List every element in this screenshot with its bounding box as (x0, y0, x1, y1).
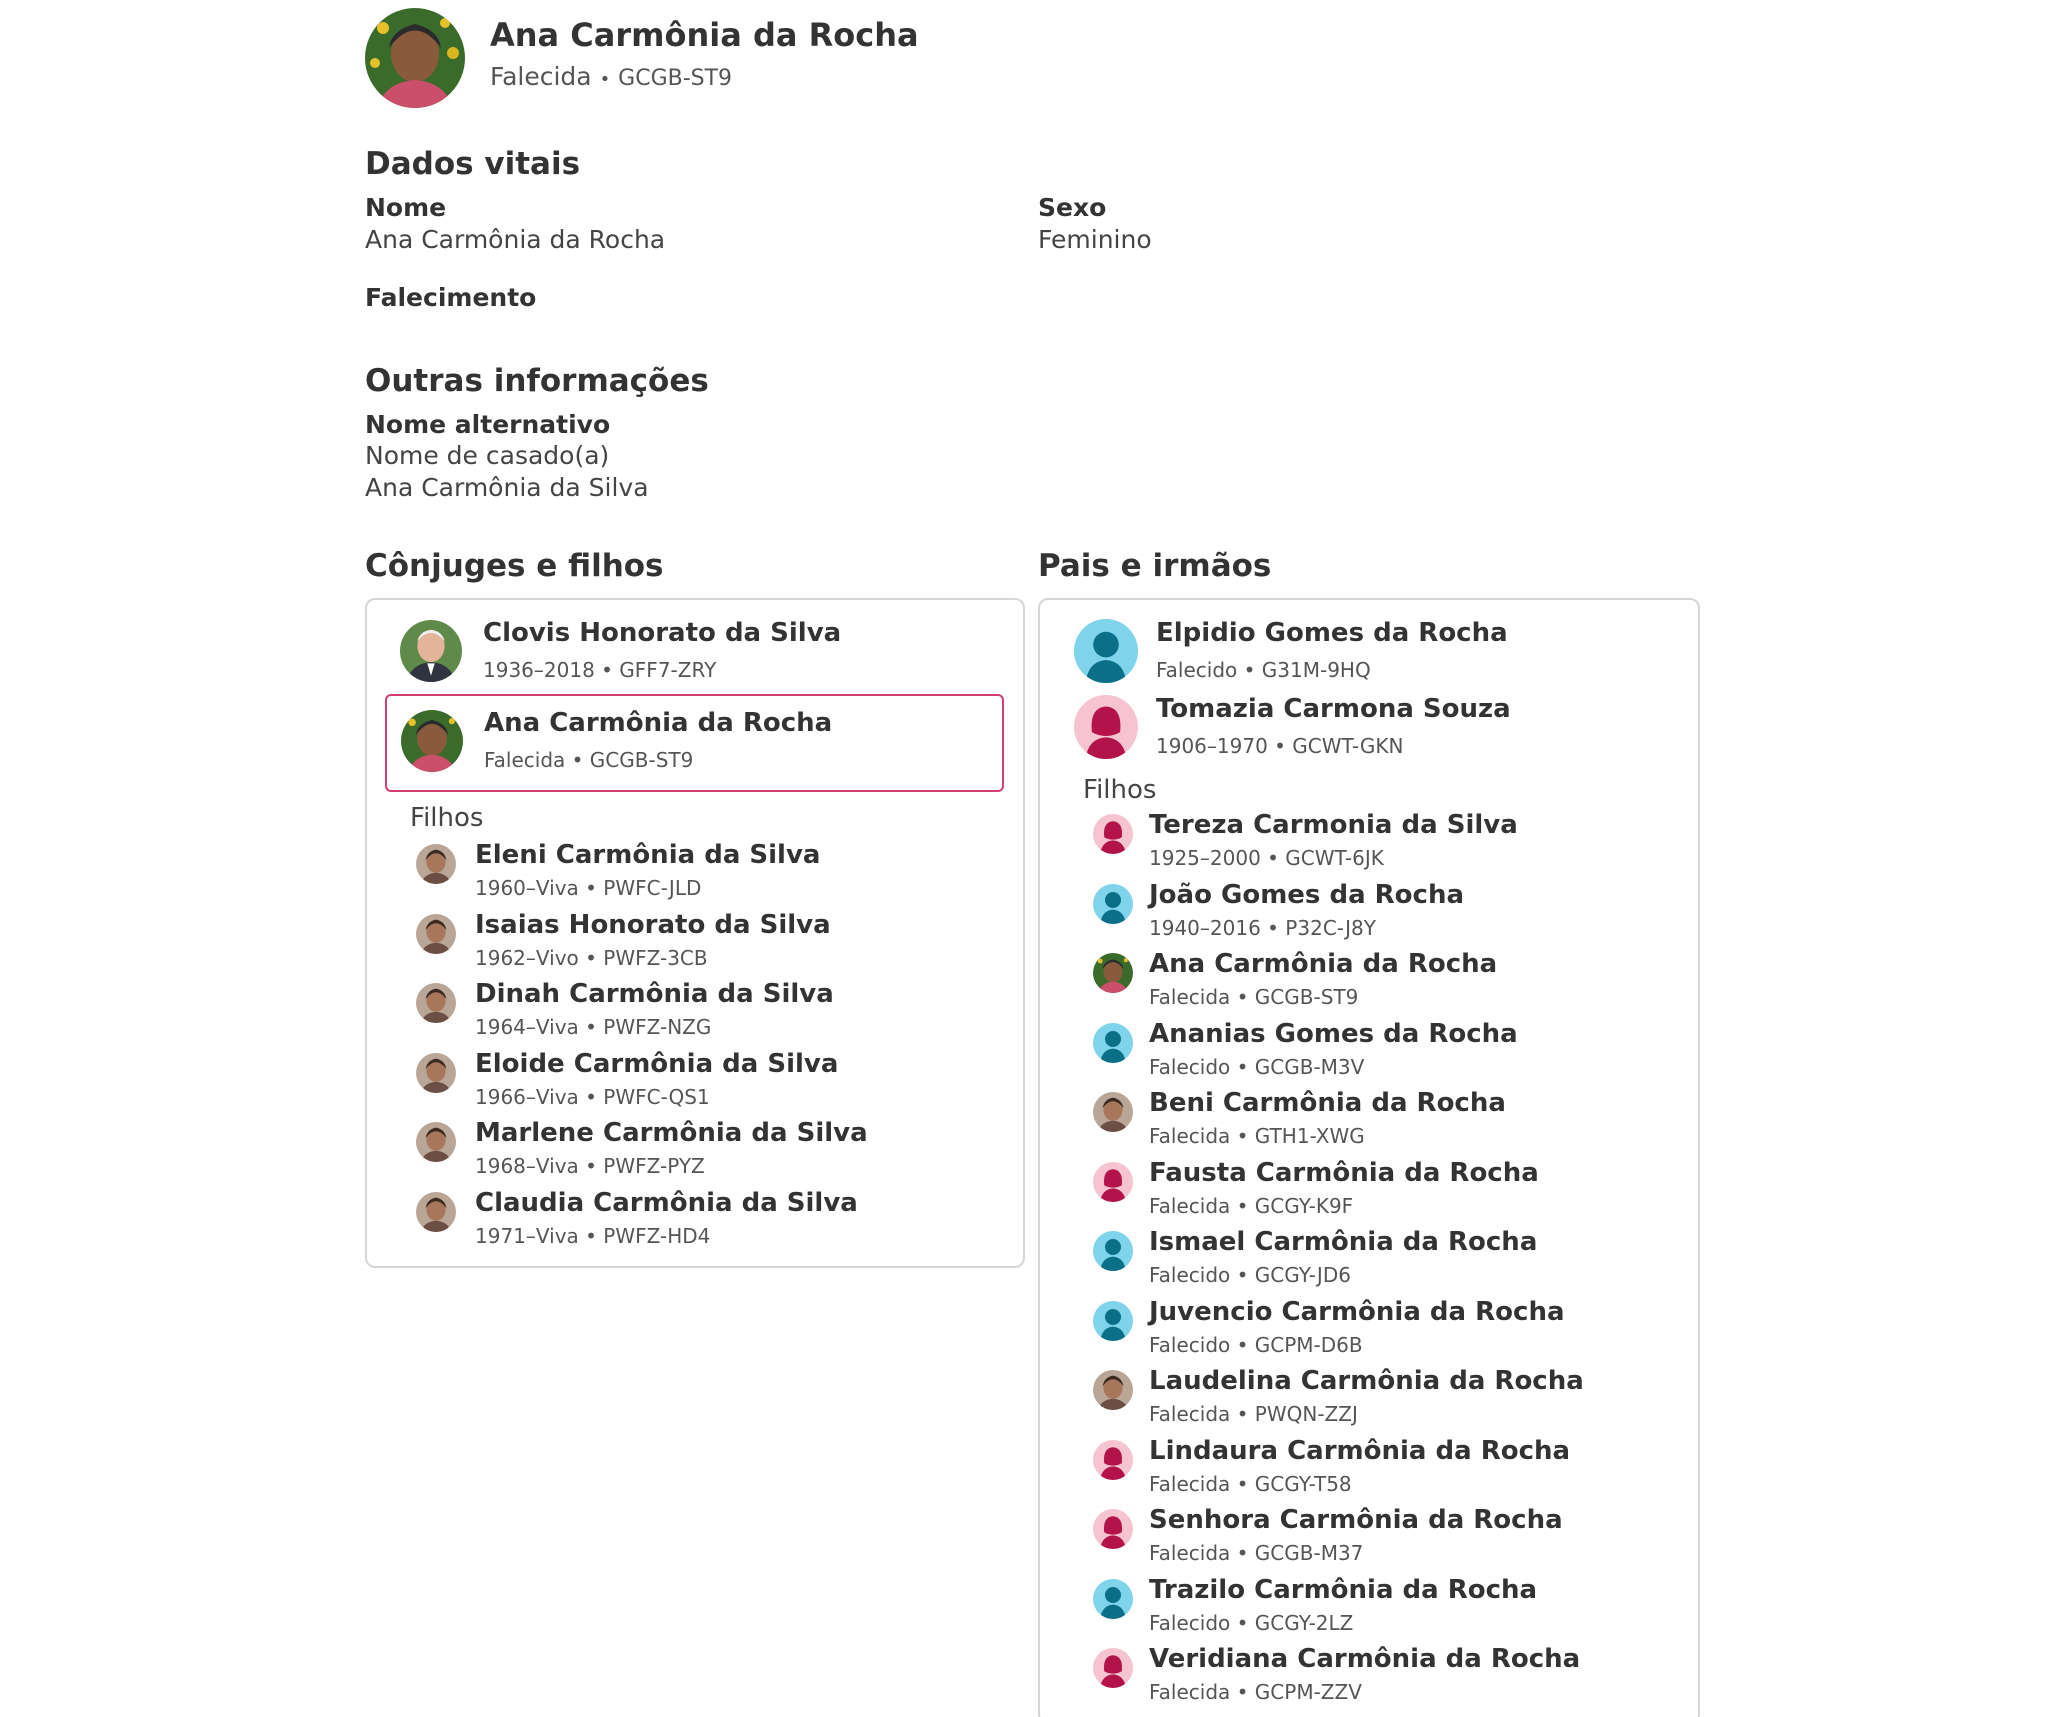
sibling-children-label: Filhos (1083, 775, 1157, 805)
person-name[interactable]: Ismael Carmônia da Rocha (1149, 1227, 1538, 1257)
person-name[interactable]: Clovis Honorato da Silva (483, 618, 842, 648)
female-silhouette-icon (1093, 1440, 1133, 1480)
person-name[interactable]: Ananias Gomes da Rocha (1149, 1018, 1518, 1049)
sex-value: Feminino (1038, 225, 1152, 254)
person-name[interactable]: Claudia Carmônia da Silva (475, 1187, 858, 1218)
person-meta: Falecido • GCPM-D6B (1149, 1332, 1363, 1357)
photo-man-icon (400, 620, 462, 682)
alt-name-value: Ana Carmônia da Silva (365, 473, 649, 502)
person-name[interactable]: Senhora Carmônia da Rocha (1149, 1505, 1563, 1535)
person-meta: Falecida • GCGB-M37 (1149, 1541, 1364, 1565)
person-meta: 1966–Viva • PWFC-QS1 (475, 1084, 710, 1109)
person-meta: Falecido • GCGY-JD6 (1149, 1263, 1351, 1287)
person-meta: 1960–Viva • PWFC-JLD (475, 876, 702, 900)
name-value: Ana Carmônia da Rocha (365, 225, 666, 254)
male-silhouette-icon (1093, 1301, 1133, 1341)
photo-icon (1093, 1370, 1133, 1410)
person-meta: Falecida • GCPM-ZZV (1149, 1680, 1362, 1704)
female-silhouette-icon (1093, 1162, 1133, 1202)
male-silhouette-icon (1093, 1023, 1133, 1063)
profile-status: Falecida (490, 62, 592, 91)
person-meta: 1968–Viva • PWFZ-PYZ (475, 1154, 705, 1178)
person-meta: 1962–Vivo • PWFZ-3CB (475, 945, 708, 970)
sex-label: Sexo (1038, 193, 1107, 222)
person-meta: Falecida • GCGY-T58 (1149, 1471, 1352, 1496)
person-meta: 1971–Viva • PWFZ-HD4 (475, 1223, 711, 1248)
person-meta: Falecida • GCGB-ST9 (484, 748, 694, 772)
photo-woman-icon (401, 710, 463, 772)
photo-icon (1093, 1092, 1133, 1132)
person-meta: 1936–2018 • GFF7-ZRY (483, 658, 717, 682)
person-meta: Falecida • GTH1-XWG (1149, 1124, 1365, 1148)
person-name[interactable]: Tereza Carmonia da Silva (1149, 810, 1518, 840)
profile-pid[interactable]: GCGB-ST9 (618, 66, 733, 91)
vitals-title: Dados vitais (365, 146, 581, 182)
person-name[interactable]: João Gomes da Rocha (1149, 879, 1465, 910)
person-name[interactable]: Trazilo Carmônia da Rocha (1149, 1574, 1538, 1605)
male-silhouette-icon (1074, 619, 1138, 683)
separator: • (599, 69, 611, 90)
person-meta: 1964–Viva • PWFZ-NZG (475, 1015, 712, 1039)
person-meta: Falecido • GCGY-2LZ (1149, 1610, 1354, 1635)
photo-icon (416, 1122, 456, 1162)
profile-subtitle (490, 62, 732, 91)
photo-icon (416, 844, 456, 884)
other-info-title: Outras informações (365, 363, 709, 399)
person-meta: Falecido • GCGB-M3V (1149, 1054, 1365, 1079)
parents-siblings-title: Pais e irmãos (1038, 548, 1272, 584)
person-meta: Falecida • GCGY-K9F (1149, 1193, 1354, 1218)
death-label: Falecimento (365, 283, 537, 312)
person-meta: Falecido • G31M-9HQ (1156, 658, 1371, 682)
person-name[interactable]: Laudelina Carmônia da Rocha (1149, 1366, 1584, 1396)
person-name[interactable]: Ana Carmônia da Rocha (484, 708, 833, 738)
photo-icon (416, 1192, 456, 1232)
alt-name-label: Nome alternativo (365, 410, 611, 439)
person-name[interactable]: Beni Carmônia da Rocha (1149, 1088, 1506, 1118)
photo-icon (416, 983, 456, 1023)
person-name[interactable]: Eloide Carmônia da Silva (475, 1048, 839, 1079)
person-name[interactable]: Fausta Carmônia da Rocha (1149, 1157, 1539, 1188)
alt-name-type: Nome de casado(a) (365, 441, 610, 470)
person-name[interactable]: Marlene Carmônia da Silva (475, 1118, 868, 1148)
female-silhouette-icon (1093, 1509, 1133, 1549)
person-name[interactable]: Eleni Carmônia da Silva (475, 840, 821, 870)
male-silhouette-icon (1093, 1231, 1133, 1271)
profile-photo (365, 8, 465, 108)
photo-woman-icon (1093, 953, 1133, 993)
person-meta: Falecida • PWQN-ZZJ (1149, 1402, 1358, 1426)
female-silhouette-icon (1093, 814, 1133, 854)
male-silhouette-icon (1093, 884, 1133, 924)
photo-icon (416, 914, 456, 954)
person-name[interactable]: Lindaura Carmônia da Rocha (1149, 1435, 1571, 1466)
spouses-children-title: Cônjuges e filhos (365, 548, 664, 584)
profile-name: Ana Carmônia da Rocha (490, 16, 919, 54)
person-name[interactable]: Veridiana Carmônia da Rocha (1149, 1644, 1581, 1674)
person-meta: Falecida • GCGB-ST9 (1149, 985, 1359, 1009)
person-name[interactable]: Dinah Carmônia da Silva (475, 979, 834, 1009)
person-name[interactable]: Juvencio Carmônia da Rocha (1149, 1296, 1565, 1327)
person-meta: 1940–2016 • P32C-J8Y (1149, 915, 1376, 940)
person-name[interactable]: Tomazia Carmona Souza (1156, 694, 1511, 724)
male-silhouette-icon (1093, 1579, 1133, 1619)
person-name[interactable]: Ana Carmônia da Rocha (1149, 949, 1498, 979)
spouse-children-label: Filhos (410, 803, 484, 833)
female-silhouette-icon (1074, 695, 1138, 759)
person-meta: 1925–2000 • GCWT-6JK (1149, 846, 1384, 870)
photo-icon (416, 1053, 456, 1093)
person-meta: 1906–1970 • GCWT-GKN (1156, 734, 1404, 758)
name-label: Nome (365, 193, 447, 222)
person-name[interactable]: Isaias Honorato da Silva (475, 909, 831, 940)
person-name[interactable]: Elpidio Gomes da Rocha (1156, 618, 1508, 648)
female-silhouette-icon (1093, 1648, 1133, 1688)
